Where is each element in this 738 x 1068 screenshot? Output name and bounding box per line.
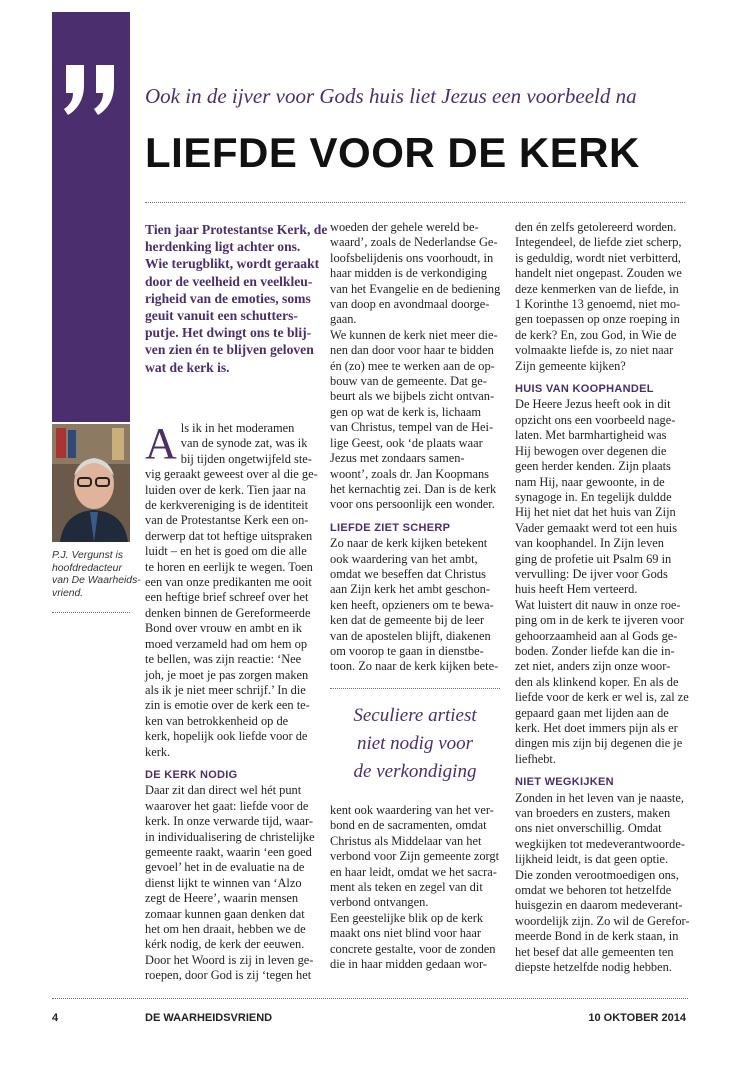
drop-cap: A <box>145 419 177 468</box>
text-line: dienst lijkt te winnen van ‘Alzo <box>145 875 302 890</box>
footer-divider <box>52 998 688 999</box>
text-line: vriend. <box>52 587 84 599</box>
text-line: Hij bewogen over degenen die <box>515 443 667 458</box>
text-line: ping om in de kerk te ijveren voor <box>515 613 684 628</box>
text-line: ken heeft, opzieners om te bewa- <box>330 597 494 612</box>
text-line: woont’, zoals dr. Jan Koopmans <box>330 466 489 481</box>
text-line: lijkheid leidt, is dat geen optie. <box>515 852 669 867</box>
text-line: ons niet onverschillig. Omdat <box>515 821 662 836</box>
text-line: nen dan door voor haar te bidden <box>330 343 494 358</box>
text-line: roepen, door God is zij ‘tegen het <box>145 968 312 983</box>
text-line: boden. Zonder liefde kan die in- <box>515 643 675 658</box>
text-line: bij tijden ongetwijfeld ste- <box>180 451 312 466</box>
text-line: ken van betrokkenheid op de <box>145 713 289 728</box>
text-line: gaan. <box>330 312 357 327</box>
text-line: gevoel’ het in de evaluatie na de <box>145 860 305 875</box>
text-line: ment als teken en zegel van dit <box>330 880 483 895</box>
text-line: een van onze predikanten me ooit <box>145 575 312 590</box>
heading-de-kerk-nodig: DE KERK NODIG <box>145 768 238 781</box>
text-line: moed verzameld had om hem op <box>145 636 308 651</box>
text-line: putje. Het dwingt ons te blij- <box>145 325 312 341</box>
text-line: gemeente raakt, waarin ‘een goed <box>145 844 312 859</box>
text-line: righeid van de emoties, soms <box>145 290 311 306</box>
text-line: Zo naar de kerk kijken betekent <box>330 536 488 551</box>
text-line: gepaard gaan met lijden aan de <box>515 705 669 720</box>
text-line: woordelijk zijn. Zo wil de Gerefor- <box>515 913 690 928</box>
text-line: waarover het gaat: liefde voor de <box>145 798 309 813</box>
article-kicker: Ook in de ijver voor Gods huis liet Jezus een voorbeeld na <box>145 84 637 108</box>
text-line: verbond ontvangen. <box>330 895 429 910</box>
text-line: Zijn gemeente kijken? <box>515 358 626 373</box>
text-line: gehoorzaamheid aan al Gods ge- <box>515 628 678 643</box>
text-line: de verkondiging <box>353 761 477 782</box>
text-line: verbond voor Zijn gemeente zorgt <box>330 849 500 864</box>
text-line: voor ons persoonlijk een wonder. <box>330 497 495 512</box>
text-line: Die zonden verootmoedigen ons, <box>515 867 679 882</box>
text-line: deze kenmerken van de liefde, in <box>515 281 679 296</box>
text-line: is geduldig, wordt niet verbitterd, <box>515 250 681 265</box>
text-line: gen toepassen op onze roeping in <box>515 312 680 327</box>
text-line: We kunnen de kerk niet meer die- <box>330 327 498 342</box>
text-line: vig geraakt geweest over al die ge- <box>145 467 318 482</box>
text-line: opzicht ons een voorbeeld nage- <box>515 412 676 427</box>
heading-huis-van-koophandel: HUIS VAN KOOPHANDEL <box>515 383 654 396</box>
text-line: zet niet, anders zijn onze woor- <box>515 659 671 674</box>
text-line: Een geestelijke blik op de kerk <box>330 910 484 925</box>
text-line: Integendeel, de liefde ziet scherp, <box>515 235 682 250</box>
text-line: bond en de sacramenten, omdat <box>330 818 487 833</box>
text-line: de kerkvereniging is de identiteit <box>145 498 309 513</box>
text-line: Tien jaar Protestantse Kerk, de <box>145 222 328 237</box>
text-line: en haar leidt, omdat we het sacra- <box>330 864 497 879</box>
text-line: diepste hetzelfde nodig hebben. <box>515 960 672 975</box>
text-line: kerk. Het doet immers pijn als er <box>515 721 678 735</box>
text-line: hoofdredacteur <box>52 562 122 574</box>
text-line: de kerk? En, zou God, in Wie de <box>515 327 677 342</box>
text-line: kerk, hopelijk ook liefde voor de <box>145 729 308 744</box>
text-line: van koophandel. In Zijn leven <box>515 536 664 551</box>
text-line: toon. Zo naar de kerk kijken bete- <box>330 659 499 674</box>
text-line: vervulling: De ijver voor Gods <box>515 566 668 581</box>
text-line: Door het Woord is zij in leven ge- <box>145 952 314 967</box>
text-line: in individualisering de christelijke <box>145 829 315 844</box>
text-line: én (zo) mee te werken aan de op- <box>330 358 495 373</box>
text-line: nam Hij, naar gewoonte, in de <box>515 474 665 489</box>
text-line: om voorop te gaan in dienstbe- <box>330 643 484 658</box>
text-line: als ik je niet meer schrijf.’ In die <box>145 682 306 697</box>
text-line: kerk. <box>145 744 171 759</box>
col2-body-3 <box>330 803 502 972</box>
col1-body-2 <box>145 783 320 983</box>
text-line: Wat luistert dit nauw in onze roe- <box>515 597 681 612</box>
text-line: den als klinkend koper. En als de <box>515 674 679 689</box>
text-line: omdat we behoren tot hetzelfde <box>515 883 672 898</box>
col3-body-3 <box>515 791 695 976</box>
text-line: loofsbelijdenis ons voorhoudt, in <box>330 250 494 265</box>
text-line: maakt ons niet blind voor haar <box>330 926 482 941</box>
text-line: Zonden in het leven van je naaste, <box>515 790 684 805</box>
article-intro <box>145 221 328 376</box>
column-3 <box>515 220 695 976</box>
text-line: Seculiere artiest <box>353 705 477 726</box>
pullquote <box>330 702 500 786</box>
heading-liefde-ziet-scherp: LIEFDE ZIET SCHERP <box>330 521 451 534</box>
text-line: het kernachtig zei. Dan is de kerk <box>330 481 497 496</box>
page-number: 4 <box>52 1012 59 1024</box>
column-2 <box>330 220 502 675</box>
text-line: wat de kerk is. <box>145 359 230 375</box>
text-line: volmaakte liefde is, zo niet naar <box>515 343 674 358</box>
text-line: te horen en eerlijk te wegen. Toen <box>145 559 313 574</box>
column-1 <box>145 421 320 984</box>
text-line: huisgezin en daarom medeverant- <box>515 898 683 913</box>
col3-body-1 <box>515 220 695 374</box>
text-line: De Heere Jezus heeft ook in dit <box>515 397 671 412</box>
text-line: niet nodig voor <box>356 733 474 754</box>
text-line: zomaar kunnen gaan denken dat <box>145 906 305 921</box>
text-line: lige Geest, ook ‘de plaats waar <box>330 435 483 450</box>
text-line: luiden over de kerk. Tien jaar na <box>145 482 306 497</box>
text-line: Wie terugblikt, wordt geraakt <box>145 256 320 272</box>
text-line: bouw van de gemeente. Dat ge- <box>330 374 487 389</box>
text-line: van het Evangelie en de bediening <box>330 281 501 296</box>
caption-divider <box>52 612 130 613</box>
col2-body-1 <box>330 220 502 513</box>
text-line: geen herder kenden. Zijn plaats <box>515 459 671 474</box>
text-line: geuit vanuit een schutters- <box>145 308 298 324</box>
text-line: gen op wat de kerk is, lichaam <box>330 404 482 419</box>
text-line: ven zien én te blijven geloven <box>145 342 314 358</box>
text-line: van de synode zat, was ik <box>180 436 308 451</box>
text-line: omdat we beseffen dat Christus <box>330 566 486 581</box>
text-line: een heftige brief schreef over het <box>145 590 309 605</box>
title-divider <box>145 202 685 203</box>
text-line: ken dat de gemeente bij de leer <box>330 613 485 628</box>
text-line: meerde Bond in de kerk staan, in <box>515 929 679 944</box>
text-line: Christus als Middelaar van het <box>330 833 482 848</box>
col3-body-2 <box>515 397 695 767</box>
author-photo <box>52 424 130 542</box>
text-line: van De Waarheids- <box>52 575 141 587</box>
text-line: denken binnen de Gereformeerde <box>145 605 311 620</box>
text-line: wegkijken tot medeverantwoorde- <box>515 836 685 851</box>
text-line: beurt als we bijbels zicht ontvan- <box>330 389 495 404</box>
text-line: laten. Met barmhartigheid was <box>515 428 667 443</box>
text-line: waard’, zoals de Nederlandse Ge- <box>330 235 498 250</box>
text-line: van de apostelen blijft, diakenen <box>330 628 491 643</box>
text-line: aan Zijn kerk het ambt geschon- <box>330 582 490 597</box>
article-title: LIEFDE VOOR DE KERK <box>145 129 640 176</box>
text-line: joh, je moet je pas zorgen maken <box>145 667 309 682</box>
text-line: huis heeft Hem verteerd. <box>515 582 638 597</box>
text-line: van de Protestantse Kerk een on- <box>145 513 309 528</box>
text-line: P.J. Vergunst is <box>52 550 124 561</box>
text-line: het besef dat alle gemeenten ten <box>515 944 674 959</box>
text-line: Bond over vrouw en ambt en ik <box>145 621 302 636</box>
text-line: liefde voor de kerk er wel is, zal ze <box>515 690 689 705</box>
text-line: Daar zit dan direct wel hét punt <box>145 783 302 798</box>
text-line: woeden der gehele wereld be- <box>330 220 479 234</box>
text-line: kerk. In onze verwarde tijd, waar- <box>145 814 313 829</box>
text-line: van broeders en zusters, maken <box>515 806 671 821</box>
text-line: kent ook waardering van het ver- <box>330 803 494 817</box>
text-line: Vader gemaakt werd tot een huis <box>515 520 678 535</box>
col1-body-1 <box>145 467 320 760</box>
text-line: van doop en avondmaal doorge- <box>330 297 490 312</box>
text-line: van Christus, tempel van de Hei- <box>330 420 494 435</box>
quote-mark-icon <box>62 55 122 135</box>
text-line: zin is emotie over de kerk een te- <box>145 698 310 713</box>
text-line: te bellen, was zijn reactie: ‘Nee <box>145 652 302 667</box>
text-line: het om hen draait, hebben we de <box>145 922 306 936</box>
text-line: 1 Korinthe 13 genoemd, niet mo- <box>515 297 681 312</box>
text-line: die in haar midden gedaan wor- <box>330 957 487 972</box>
col2-body-2 <box>330 536 502 675</box>
text-line: synagoge in. En tegelijk duldde <box>515 489 672 504</box>
text-line: den én zelfs getolereerd worden. <box>515 220 677 234</box>
text-line: haar midden is de verkondiging <box>330 266 487 281</box>
issue-date: 10 OKTOBER 2014 <box>588 1012 686 1024</box>
photo-caption <box>52 550 141 600</box>
text-line: ls ik in het moderamen <box>180 421 295 435</box>
text-line: zegt de Heere’, waarin mensen <box>145 891 299 906</box>
text-line: derwerp dat tot heftige uitspraken <box>145 528 313 543</box>
pullquote-divider-top <box>330 688 500 689</box>
heading-niet-wegkijken: NIET WEGKIJKEN <box>515 776 614 789</box>
text-line: concrete gestalte, voor de zonden <box>330 941 496 956</box>
text-line: herdenking ligt achter ons. <box>145 239 301 255</box>
text-line: ging de profetie uit Psalm 69 in <box>515 551 672 566</box>
text-line: kérk nodig, de kerk der eeuwen. <box>145 937 305 952</box>
text-line: luidt – en het is goed om die alle <box>145 544 307 559</box>
column-2-continued <box>330 803 502 972</box>
text-line: Hij het niet dat het huis van Zijn <box>515 505 676 520</box>
text-line: handelt niet ongepast. Zouden we <box>515 266 682 281</box>
text-line: door de veelheid en veelkleu- <box>145 273 313 289</box>
text-line: Jezus met zondaars samen- <box>330 451 465 466</box>
text-line: dingen mis zijn bij degenen die je <box>515 736 683 751</box>
magazine-name: DE WAARHEIDSVRIEND <box>145 1012 273 1024</box>
text-line: ook waardering van het ambt, <box>330 551 478 566</box>
text-line: liefhebt. <box>515 751 556 766</box>
